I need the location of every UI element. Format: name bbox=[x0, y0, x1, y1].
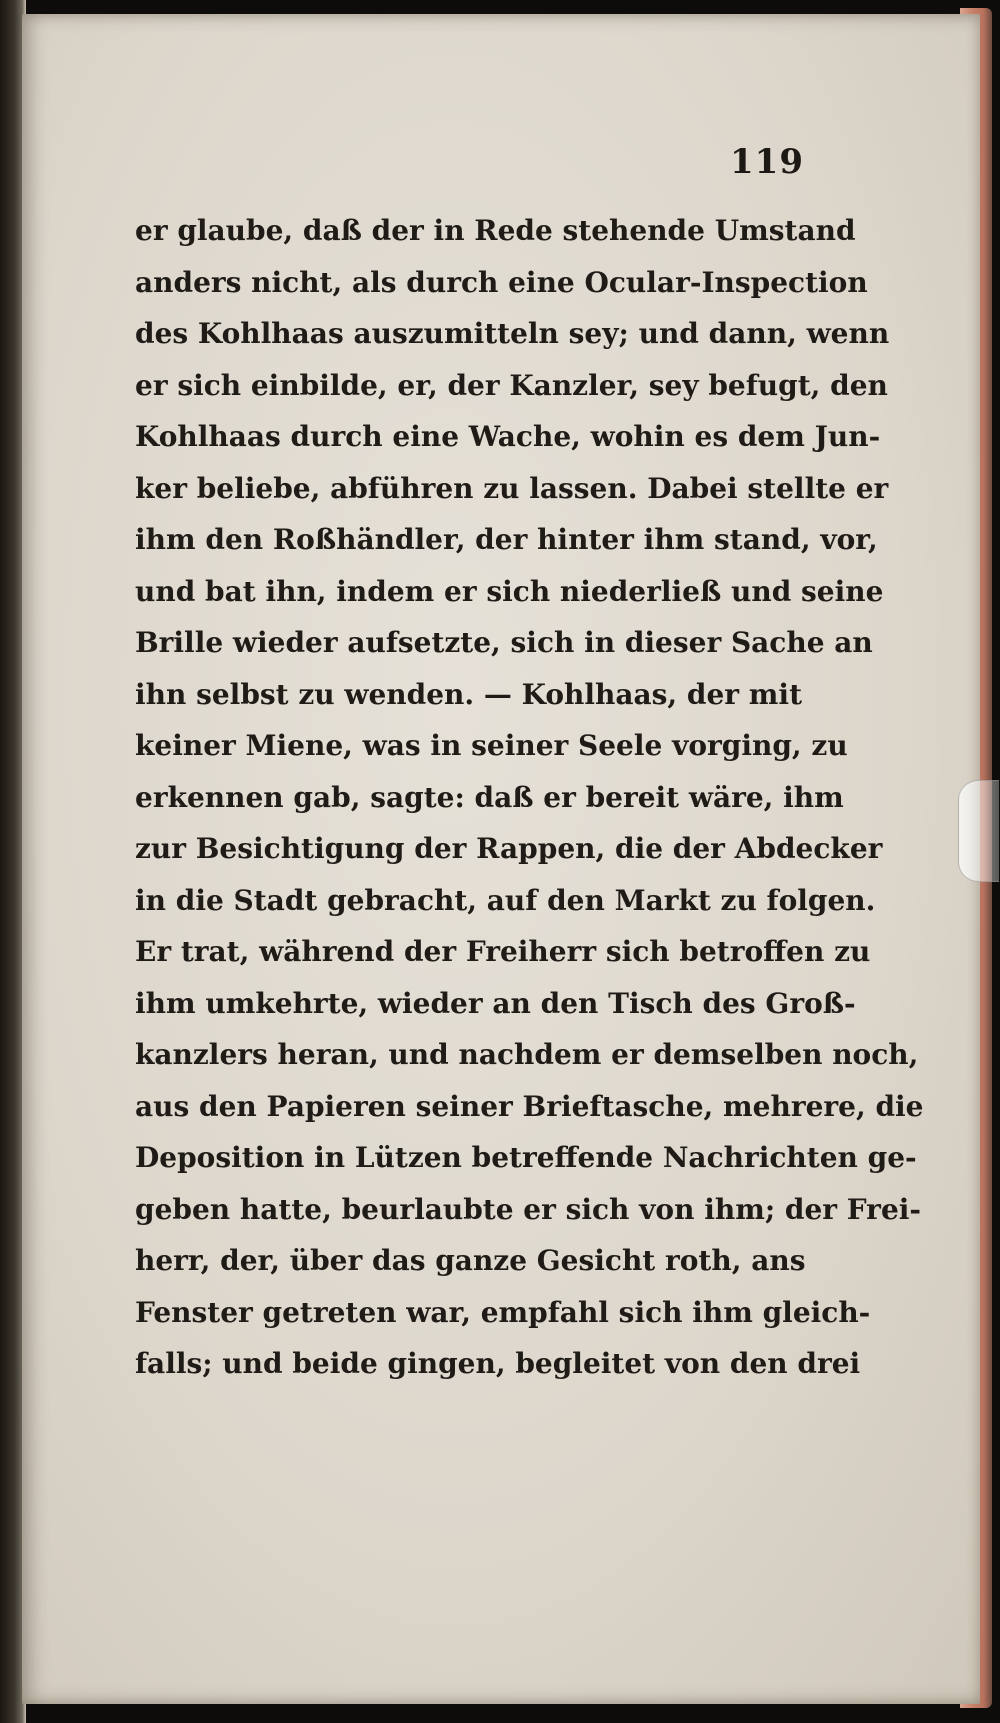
text-line: ker beliebe, abführen zu lassen. Dabei stellte er bbox=[135, 471, 889, 505]
text-line: ihm umkehrte, wieder an den Tisch des Groß- bbox=[135, 986, 856, 1020]
text-line: Fenster getreten war, empfahl sich ihm gleich- bbox=[135, 1295, 871, 1329]
text-line: falls; und beide gingen, begleitet von den drei bbox=[135, 1347, 861, 1380]
text-line: er sich einbilde, er, der Kanzler, sey befugt, den bbox=[135, 368, 888, 402]
text-line: zur Besichtigung der Rappen, die der Abdecker bbox=[135, 832, 883, 865]
text-line: erkennen gab, sagte: daß er bereit wäre, ihm bbox=[135, 780, 844, 814]
text-line: des Kohlhaas auszumitteln sey; und dann, wenn bbox=[135, 317, 890, 350]
text-line: und bat ihn, indem er sich niederließ und seine bbox=[135, 574, 884, 608]
text-line: Brille wieder aufsetzte, sich in dieser Sache an bbox=[135, 626, 873, 659]
text-line: geben hatte, beurlaubte er sich von ihm; der Frei- bbox=[135, 1192, 922, 1226]
text-line: in die Stadt gebracht, auf den Markt zu folgen. bbox=[135, 883, 876, 917]
text-line: ihm den Roßhändler, der hinter ihm stand, vor, bbox=[135, 523, 878, 556]
text-line: Kohlhaas durch eine Wache, wohin es dem Jun- bbox=[135, 420, 881, 453]
body-text bbox=[135, 205, 924, 1390]
page-tab-marker bbox=[958, 780, 999, 882]
text-line: ihn selbst zu wenden. — Kohlhaas, der mit bbox=[135, 677, 802, 711]
text-line: Er trat, während der Freiherr sich betroffen zu bbox=[135, 935, 871, 968]
text-line: Deposition in Lützen betreffende Nachrichten ge- bbox=[135, 1141, 917, 1174]
text-line: anders nicht, als durch eine Ocular-Inspection bbox=[135, 265, 868, 299]
text-line: aus den Papieren seiner Brieftasche, mehrere, die bbox=[135, 1089, 924, 1123]
page-number: 119 bbox=[730, 142, 804, 182]
text-line: keiner Miene, was in seiner Seele vorging, zu bbox=[135, 729, 848, 762]
text-line: er glaube, daß der in Rede stehende Umstand bbox=[135, 214, 856, 247]
text-line: kanzlers heran, und nachdem er demselben noch, bbox=[135, 1038, 919, 1071]
text-line: herr, der, über das ganze Gesicht roth, ans bbox=[135, 1244, 806, 1277]
